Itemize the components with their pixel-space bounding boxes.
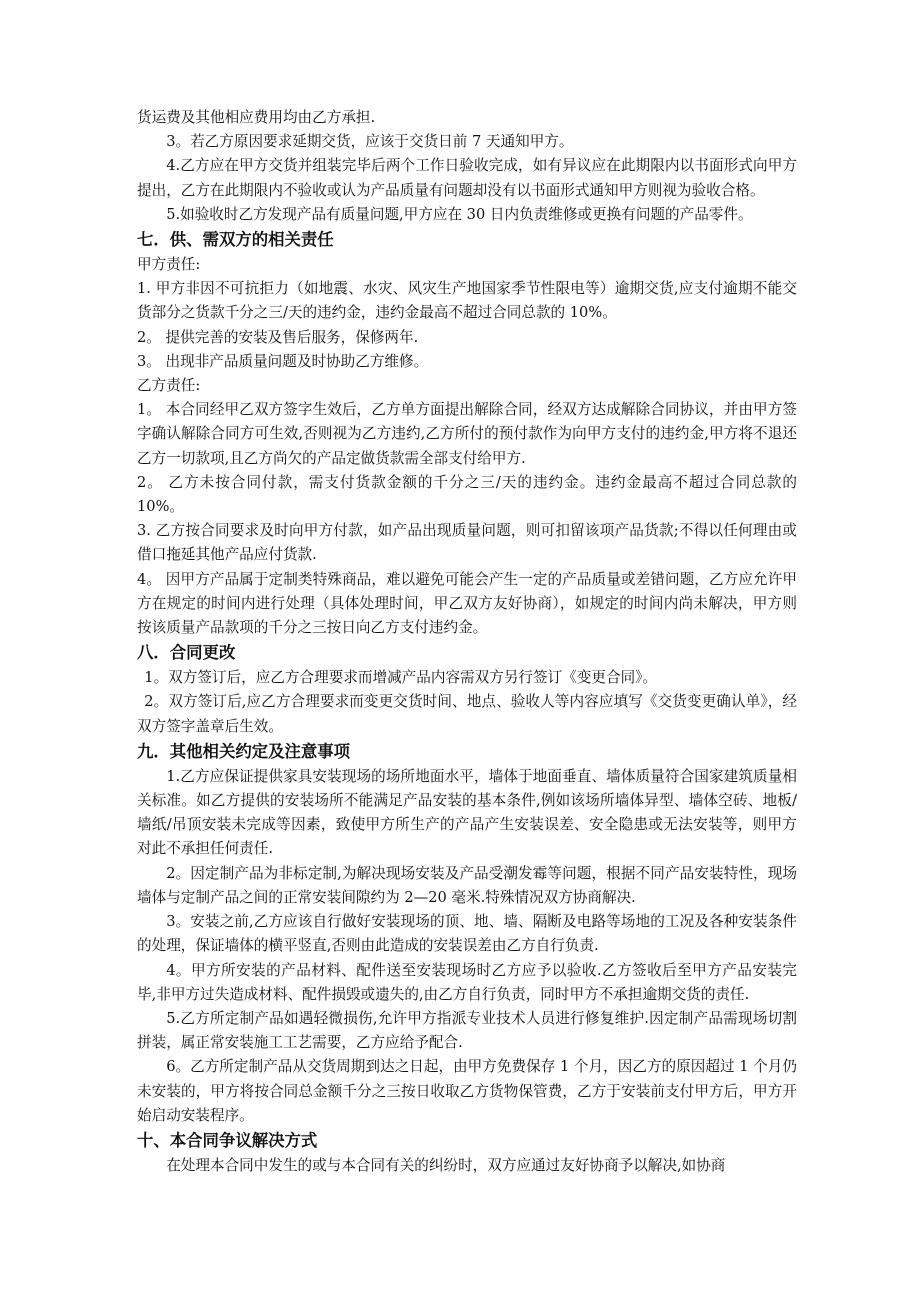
paragraph: 4。甲方所安装的产品材料、配件送至安装现场时乙方应予以验收.乙方签收后至甲方产品安装完毕,非甲方过失造成材料、配件损毁或遗失的,由乙方自行负责，同时甲方不承担逾期交货的责任. xyxy=(137,961,797,1003)
paragraph: 1. 甲方非因不可抗拒力（如地震、水灾、风灾生产地国家季节性限电等）逾期交货,应支付逾期不能交货部分之货款千分之三/天的违约金，违约金最高不超过合同总款的 10%。 xyxy=(137,280,797,322)
paragraph: 甲方责任: xyxy=(137,256,201,274)
paragraph: 4。 因甲方产品属于定制类特殊商品，难以避免可能会产生一定的产品质量或差错问题，乙方应允许甲方在规定的时间内进行处理（具体处理时间，甲乙双方友好协商），如规定的时间内尚未解决，甲方则按该质量产品款项的千分之三按日向乙方支付违约金。 xyxy=(137,570,797,637)
paragraph: 1.乙方应保证提供家具安装现场的场所地面水平，墙体于地面垂直、墙体质量符合国家建筑质量相关标准。如乙方提供的安装场所不能满足产品安装的基本条件,例如该场所墙体异型、墙体空砖、地板/墙纸/吊顶安装未完成等因素，致使甲方所生产的产品产生安装误差、安全隐患或无法安装等，则甲方对此不承担任何责任. xyxy=(137,767,797,858)
paragraph: 2。 乙方未按合同付款，需支付货款金额的千分之三/天的违约金。违约金最高不超过合同总款的 10%。 xyxy=(137,473,797,516)
section-heading: 十、本合同争议解决方式 xyxy=(137,1130,318,1150)
section-heading: 七．供、需双方的相关责任 xyxy=(137,230,334,250)
paragraph: 3. 乙方按合同要求及时向甲方付款，如产品出现质量问题，则可扣留该项产品货款;不得以任何理由或借口拖延其他产品应付货款. xyxy=(137,522,797,564)
section-heading: 八．合同更改 xyxy=(137,643,236,663)
paragraph: 乙方责任: xyxy=(137,377,201,395)
section-heading: 九．其他相关约定及注意事项 xyxy=(137,741,351,761)
paragraph: 5.乙方所定制产品如遇轻微损伤,允许甲方指派专业技术人员进行修复维护.因定制产品需现场切割拼装，属正常安装施工工艺需要，乙方应给予配合. xyxy=(137,1009,797,1052)
paragraph: 货运费及其他相应费用均由乙方承担. xyxy=(137,109,376,126)
paragraph: 2。 提供完善的安装及售后服务，保修两年. xyxy=(137,328,419,346)
paragraph: 6。乙方所定制产品从交货周期到达之日起，由甲方免费保存 1 个月，因乙方的原因超过 1 个月仍未安装的，甲方将按合同总金额千分之三按日收取乙方货物保管费，乙方于安装前支付甲方后，甲方开始启动安装程序。 xyxy=(137,1058,797,1124)
paragraph: 3。 出现非产品质量问题及时协助乙方维修。 xyxy=(137,352,429,370)
paragraph: 在处理本合同中发生的或与本合同有关的纠纷时，双方应通过友好协商予以解决,如协商 xyxy=(166,1156,726,1174)
paragraph: 5.如验收时乙方发现产品有质量问题,甲方应在 30 日内负责维修或更换有问题的产品零件。 xyxy=(166,205,753,223)
paragraph: 4.乙方应在甲方交货并组装完毕后两个工作日验收完成，如有异议应在此期限内以书面形式向甲方提出，乙方在此期限内不验收或认为产品质量有问题却没有以书面形式通知甲方则视为验收合格。 xyxy=(137,157,797,199)
paragraph: 3。安装之前,乙方应该自行做好安装现场的顶、地、墙、隔断及电路等场地的工况及各种安装条件的处理，保证墙体的横平竖直,否则由此造成的安装误差由乙方自行负责. xyxy=(137,913,797,955)
paragraph: 1。 本合同经甲乙双方签字生效后，乙方单方面提出解除合同，经双方达成解除合同协议，并由甲方签字确认解除合同方可生效,否则视为乙方违约,乙方所付的预付款作为向甲方支付的违约金,甲方将不退还乙方一切款项,且乙方尚欠的产品定做货款需全部支付给甲方. xyxy=(137,401,797,467)
paragraph: 3。若乙方原因要求延期交货，应该于交货日前 7 天通知甲方。 xyxy=(166,133,574,151)
paragraph: 1。双方签订后，应乙方合理要求而增减产品内容需双方另行签订《变更合同》。 xyxy=(144,669,658,687)
paragraph: 2。因定制产品为非标定制,为解决现场安装及产品受潮发霉等问题，根据不同产品安装特性，现场墙体与定制产品之间的正常安装间隙约为 2—20 毫米.特殊情况双方协商解决. xyxy=(137,864,797,906)
paragraph: 2。双方签订后,应乙方合理要求而变更交货时间、地点、验收人等内容应填写《交货变更确认单》，经双方签字盖章后生效。 xyxy=(137,693,797,735)
contract-page xyxy=(137,106,797,1178)
